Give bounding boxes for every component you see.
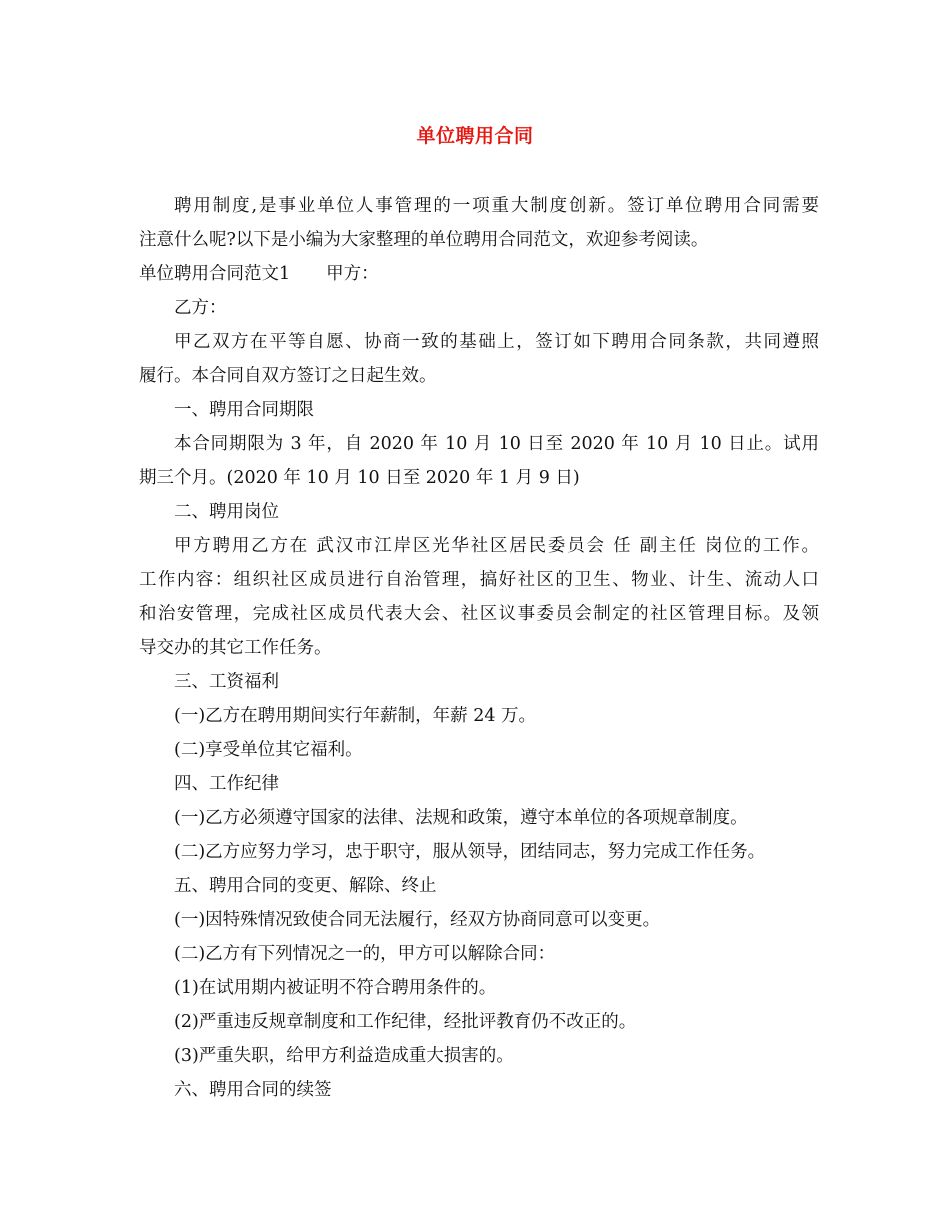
clause-heading: 二、聘用岗位: [174, 502, 279, 522]
document-title: 单位聘用合同: [416, 125, 534, 147]
paragraph-line: 履行。本合同自双方签订之日起生效。: [139, 366, 437, 386]
party-a-label: 甲方：: [326, 264, 379, 284]
list-item: (一)因特殊情况致使合同无法履行，经双方协商同意可以变更。: [174, 910, 661, 930]
paragraph-line: 工作内容：组织社区成员进行自治管理，搞好社区的卫生、物业、计生、流动人口: [139, 570, 819, 590]
paragraph-line: 甲方聘用乙方在 武汉市江岸区光华社区居民委员会 任 副主任 岗位的工作。: [174, 536, 819, 556]
list-item: (1)在试用期内被证明不符合聘用条件的。: [174, 978, 497, 998]
clause-heading: 五、聘用合同的变更、解除、终止: [174, 876, 437, 896]
clause-heading: 六、聘用合同的续签: [174, 1080, 332, 1100]
paragraph-line: 聘用制度,是事业单位人事管理的一项重大制度创新。签订单位聘用合同需要: [174, 196, 819, 216]
paragraph-line: 本合同期限为 3 年，自 2020 年 10 月 10 日至 2020 年 10 月 10 日止。试用: [174, 434, 819, 454]
list-item: (3)严重失职，给甲方利益造成重大损害的。: [174, 1046, 514, 1066]
clause-heading: 四、工作纪律: [174, 774, 279, 794]
list-item: (一)乙方在聘用期间实行年薪制，年薪 24 万。: [174, 706, 537, 726]
list-item: (一)乙方必须遵守国家的法律、法规和政策，遵守本单位的各项规章制度。: [174, 808, 748, 828]
paragraph-line: 甲乙双方在平等自愿、协商一致的基础上，签订如下聘用合同条款，共同遵照: [174, 332, 819, 352]
paragraph-line: 期三个月。(2020 年 10 月 10 日至 2020 年 1 月 9 日): [139, 468, 580, 488]
paragraph-line: 和治安管理，完成社区成员代表大会、社区议事委员会制定的社区管理目标。及领: [139, 604, 819, 624]
list-item: (2)严重违反规章制度和工作纪律，经批评教育仍不改正的。: [174, 1012, 637, 1032]
list-item: (二)乙方有下列情况之一的，甲方可以解除合同：: [174, 944, 556, 964]
list-item: (二)享受单位其它福利。: [174, 740, 363, 760]
clause-heading: 一、聘用合同期限: [174, 400, 314, 420]
section-heading-line: [139, 262, 819, 286]
party-b-label: 乙方：: [174, 298, 227, 318]
paragraph-line: 导交办的其它工作任务。: [139, 638, 332, 658]
list-item: (二)乙方应努力学习，忠于职守，服从领导，团结同志，努力完成工作任务。: [174, 842, 766, 862]
sample-heading: 单位聘用合同范文1: [139, 264, 291, 284]
paragraph-line: 注意什么呢?以下是小编为大家整理的单位聘用合同范文，欢迎参考阅读。: [139, 230, 709, 250]
clause-heading: 三、工资福利: [174, 672, 279, 692]
